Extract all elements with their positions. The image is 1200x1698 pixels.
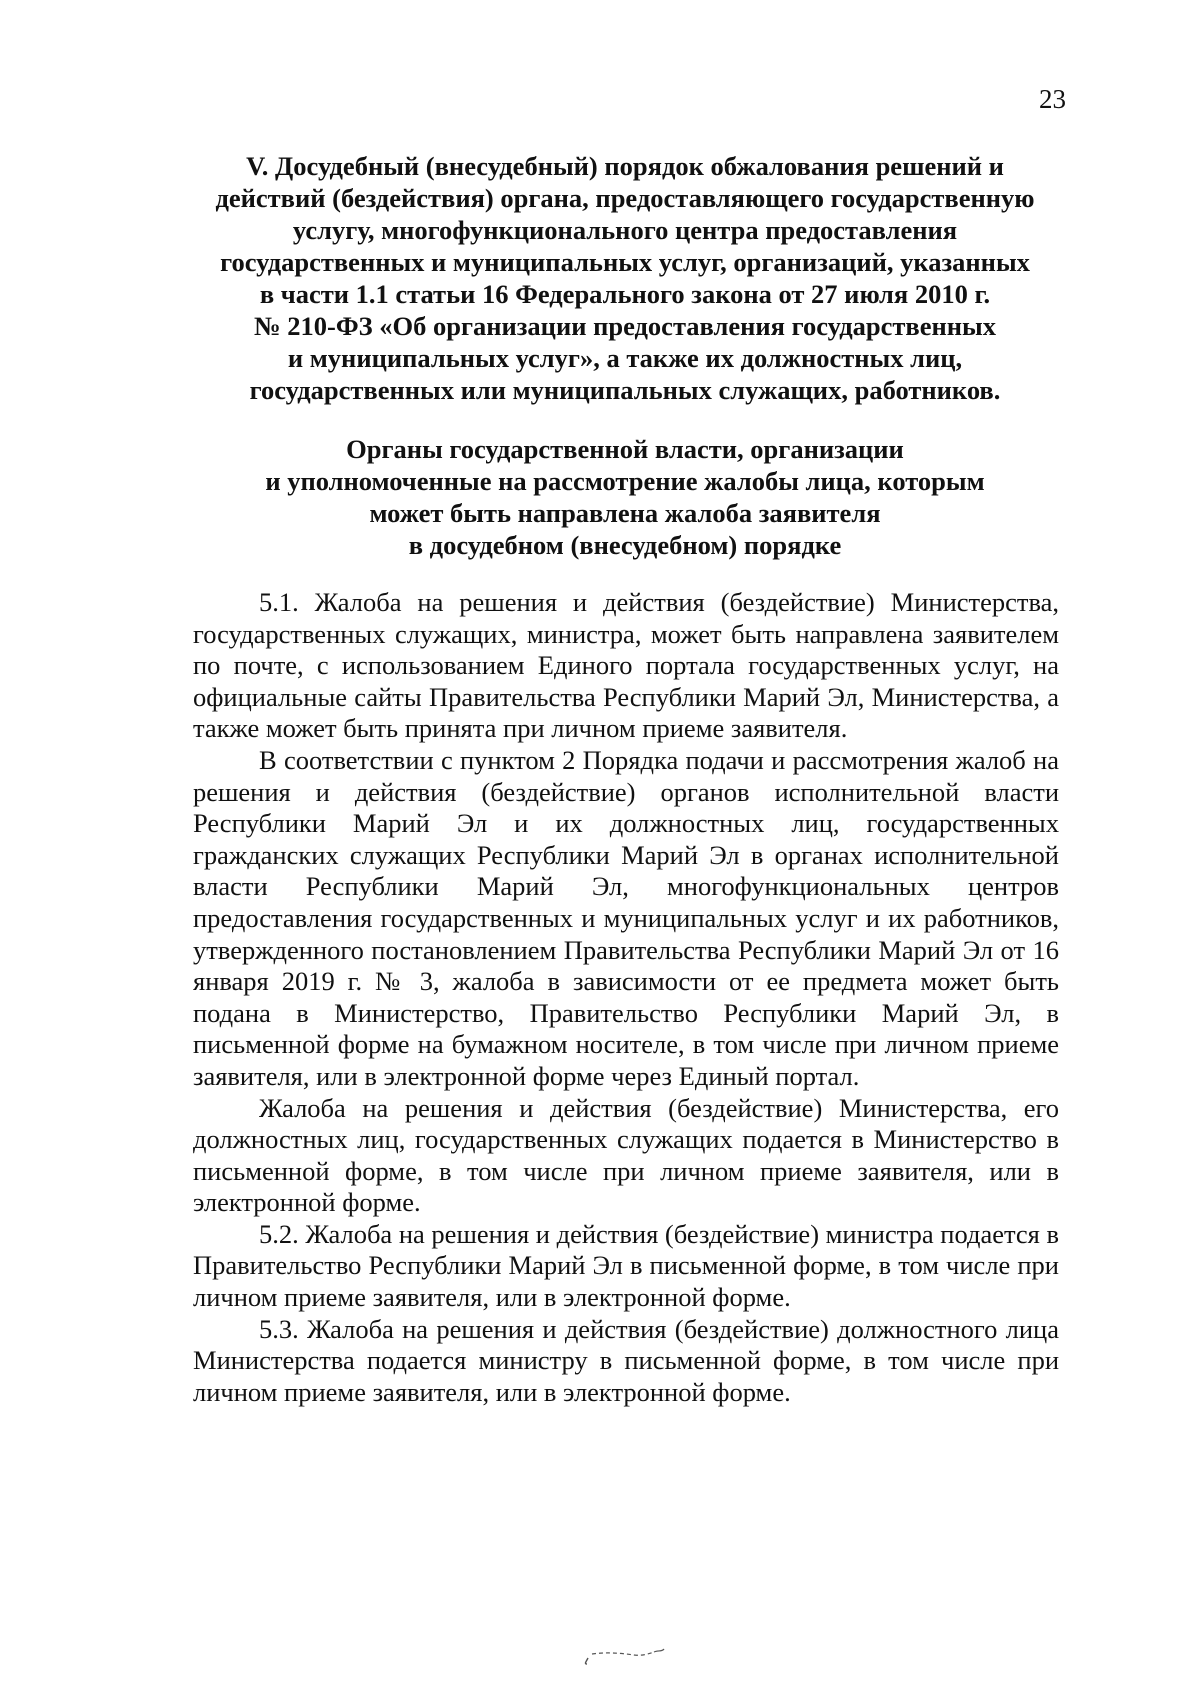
subsection-heading-line: в досудебном (внесудебном) порядке xyxy=(408,530,842,560)
body-text xyxy=(193,587,1059,1408)
section-heading-line: услугу, многофункционального центра предоставления xyxy=(292,215,958,245)
page-number: 23 xyxy=(1039,84,1066,114)
section-heading-line: и муниципальных услуг», а также их должностных лиц, xyxy=(287,343,963,373)
subsection-heading-line: и уполномоченные на рассмотрение жалобы лица, которым xyxy=(265,466,985,496)
section-heading-line: государственных и муниципальных услуг, организаций, указанных xyxy=(220,247,1030,277)
section-heading-line: № 210-ФЗ «Об организации предоставления государственных xyxy=(254,311,996,341)
subsection-heading-line: Органы государственной власти, организации xyxy=(346,434,904,464)
section-heading xyxy=(190,150,1060,406)
section-heading-line: V. Досудебный (внесудебный) порядок обжалования решений и xyxy=(246,151,1004,181)
paragraph-5-1: 5.1. Жалоба на решения и действия (бездействие) Министерства, государственных служащих, министра, может быть направлена заявителем по почте, с использованием Единого портала государственных услуг, на официальные сайты Правительства Республики Марий Эл, Министерства, а также может быть принята при личном приеме заявителя. xyxy=(193,587,1059,744)
paragraph-5-3: 5.3. Жалоба на решения и действия (бездействие) должностного лица Министерства подается министру в письменной форме, в том числе при личном приеме заявителя, или в электронной форме. xyxy=(193,1313,1059,1407)
subsection-heading xyxy=(190,433,1060,561)
handwritten-mark xyxy=(578,1642,678,1666)
section-heading-line: действий (бездействия) органа, предоставляющего государственную xyxy=(215,183,1035,213)
paragraph-ministry-complaint: Жалоба на решения и действия (бездействие) Министерства, его должностных лиц, государственных служащих подается в Министерство в письменной форме, в том числе при личном приеме заявителя, или в электронной форме. xyxy=(193,1092,1059,1218)
section-heading-line: в части 1.1 статьи 16 Федерального закона от 27 июля 2010 г. xyxy=(259,279,991,309)
subsection-heading-line: может быть направлена жалоба заявителя xyxy=(369,498,881,528)
paragraph-5-2: 5.2. Жалоба на решения и действия (бездействие) министра подается в Правительство Республики Марий Эл в письменной форме, в том числе при личном приеме заявителя, или в электронной форме. xyxy=(193,1218,1059,1313)
section-heading-line: государственных или муниципальных служащих, работников. xyxy=(249,375,1001,405)
paragraph-procedure: В соответствии с пунктом 2 Порядка подачи и рассмотрения жалоб на решения и действия (бездействие) органов исполнительной власти Республики Марий Эл и их должностных лиц, государственных гражданских служащих Республики Марий Эл в органах исполнительной власти Республики Марий Эл, многофункциональных центров предоставления государственных и муниципальных услуг и их работников, утвержденного постановлением Правительства Республики Марий Эл от 16 января 2019 г. № 3, жалоба в зависимости от ее предмета может быть подана в Министерство, Правительство Республики Марий Эл, в письменной форме на бумажном носителе, в том числе при личном приеме заявителя, или в электронной форме через Единый портал. xyxy=(193,744,1059,1091)
